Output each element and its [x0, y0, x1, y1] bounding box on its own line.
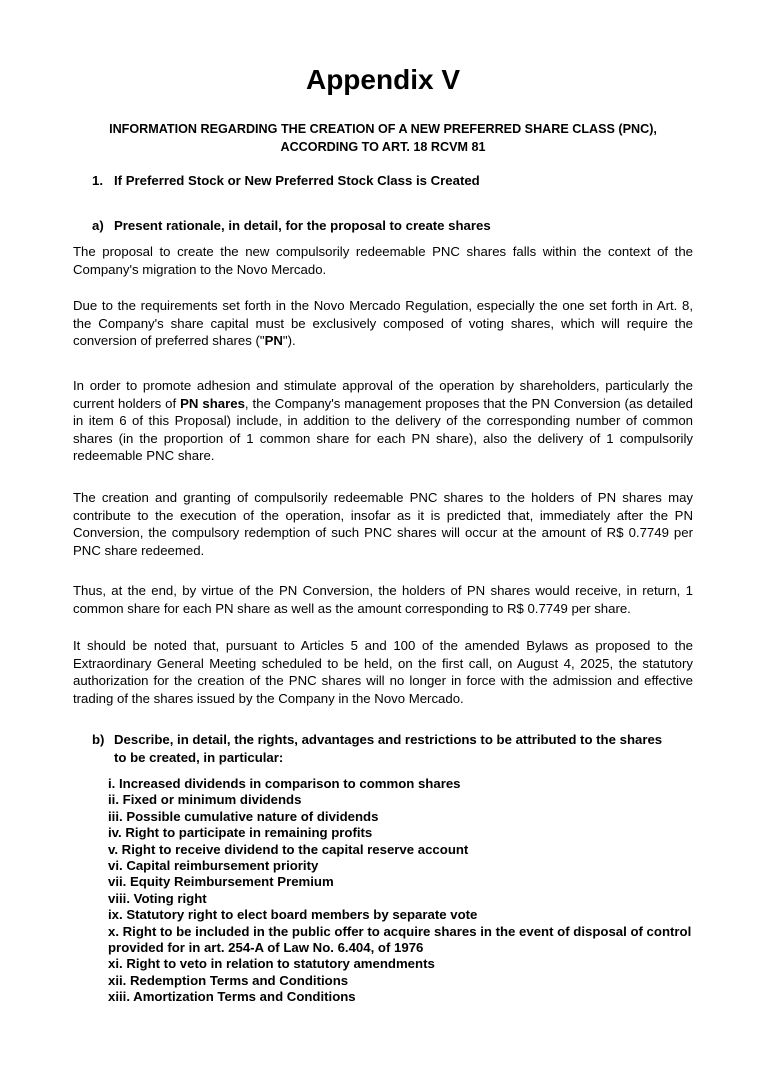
paragraph-2-text-a: Due to the requirements set forth in the Novo Mercado Regulation, especially the one set forth in Art. 8, the Company's share capital must be exclusively composed of voting shares, which will require the conversion of preferred shares (": [73, 298, 693, 349]
list-item: viii. Voting right: [108, 890, 207, 906]
section-a-number: a): [92, 218, 104, 233]
list-item: ii. Fixed or minimum dividends: [108, 792, 302, 808]
paragraph-2: [73, 297, 693, 350]
list-item: x. Right to be included in the public offer to acquire shares in the event of disposal of control provided for in art. 254-A of Law No. 6.404, of 1976: [108, 923, 692, 956]
subtitle-line-2: ACCORDING TO ART. 18 RCVM 81: [280, 140, 486, 154]
list-item: i. Increased dividends in comparison to common shares: [108, 776, 461, 791]
page-title: Appendix V: [305, 64, 460, 95]
list-item: xi. Right to veto in relation to statutory amendments: [108, 956, 435, 972]
paragraph-3-text-a: In order to promote adhesion and stimulate approval of the operation by shareholders, particularly the current holders of: [73, 378, 693, 411]
list-item: xiii. Amortization Terms and Conditions: [108, 989, 356, 1005]
list-item: vii. Equity Reimbursement Premium: [108, 874, 334, 890]
list-item: v. Right to receive dividend to the capital reserve account: [108, 841, 469, 857]
section-1-heading: [92, 172, 480, 190]
paragraph-3-bold: PN shares: [180, 395, 245, 411]
list-item: ix. Statutory right to elect board members by separate vote: [108, 907, 478, 923]
section-a-heading: [92, 217, 491, 235]
paragraph-6: It should be noted that, pursuant to Articles 5 and 100 of the amended Bylaws as proposed to the Extraordinary General Meeting scheduled to be held, on the first call, on August 4, 2025, the statutory authorization for the creation of the PNC shares will no longer in force with the admission and effective trading of the shares issued by the Company in the Novo Mercado.: [73, 638, 693, 706]
paragraph-3: [73, 377, 693, 465]
section-1-title: If Preferred Stock or New Preferred Stock Class is Created: [114, 173, 480, 188]
list-item: xii. Redemption Terms and Conditions: [108, 972, 349, 988]
section-1-number: 1.: [92, 173, 103, 188]
rights-list: [108, 776, 708, 1006]
paragraph-4: The creation and granting of compulsorily redeemable PNC shares to the holders of PN shares may contribute to the execution of the operation, insofar as it is predicted that, immediately after the PN Conversion, the compulsory redemption of such PNC shares will occur at the amount of R$ 0.7749 per PNC share redeemed.: [73, 490, 693, 558]
section-b-title-line-2: to be created, in particular:: [114, 749, 284, 765]
paragraph-1: The proposal to create the new compulsorily redeemable PNC shares falls within the context of the Company's migration to the Novo Mercado.: [73, 244, 693, 277]
list-item: iii. Possible cumulative nature of dividends: [108, 808, 379, 824]
section-a-title: Present rationale, in detail, for the proposal to create shares: [114, 218, 491, 233]
section-b-number: b): [92, 732, 105, 747]
section-b-title-line-1: Describe, in detail, the rights, advantages and restrictions to be attributed to the shares: [114, 732, 663, 747]
list-item: iv. Right to participate in remaining profits: [108, 825, 373, 841]
paragraph-3-text-b: , the Company's management proposes that the PN Conversion (as detailed in item 6 of this Proposal) include, in addition to the delivery of the corresponding number of common shares (in the proportion of 1 common share for each PN share), also the delivery of 1 compulsorily redeemable PNC share.: [73, 395, 693, 464]
paragraph-5: Thus, at the end, by virtue of the PN Conversion, the holders of PN shares would receive, in return, 1 common share for each PN share as well as the amount corresponding to R$ 0.7749 per share.: [73, 583, 693, 616]
list-item: vi. Capital reimbursement priority: [108, 858, 319, 874]
document-subtitle: [60, 120, 706, 156]
section-b-heading: [92, 731, 702, 766]
paragraph-2-text-b: ").: [282, 333, 296, 349]
subtitle-line-1: INFORMATION REGARDING THE CREATION OF A NEW PREFERRED SHARE CLASS (PNC),: [109, 122, 657, 136]
paragraph-2-bold: PN: [264, 333, 283, 349]
